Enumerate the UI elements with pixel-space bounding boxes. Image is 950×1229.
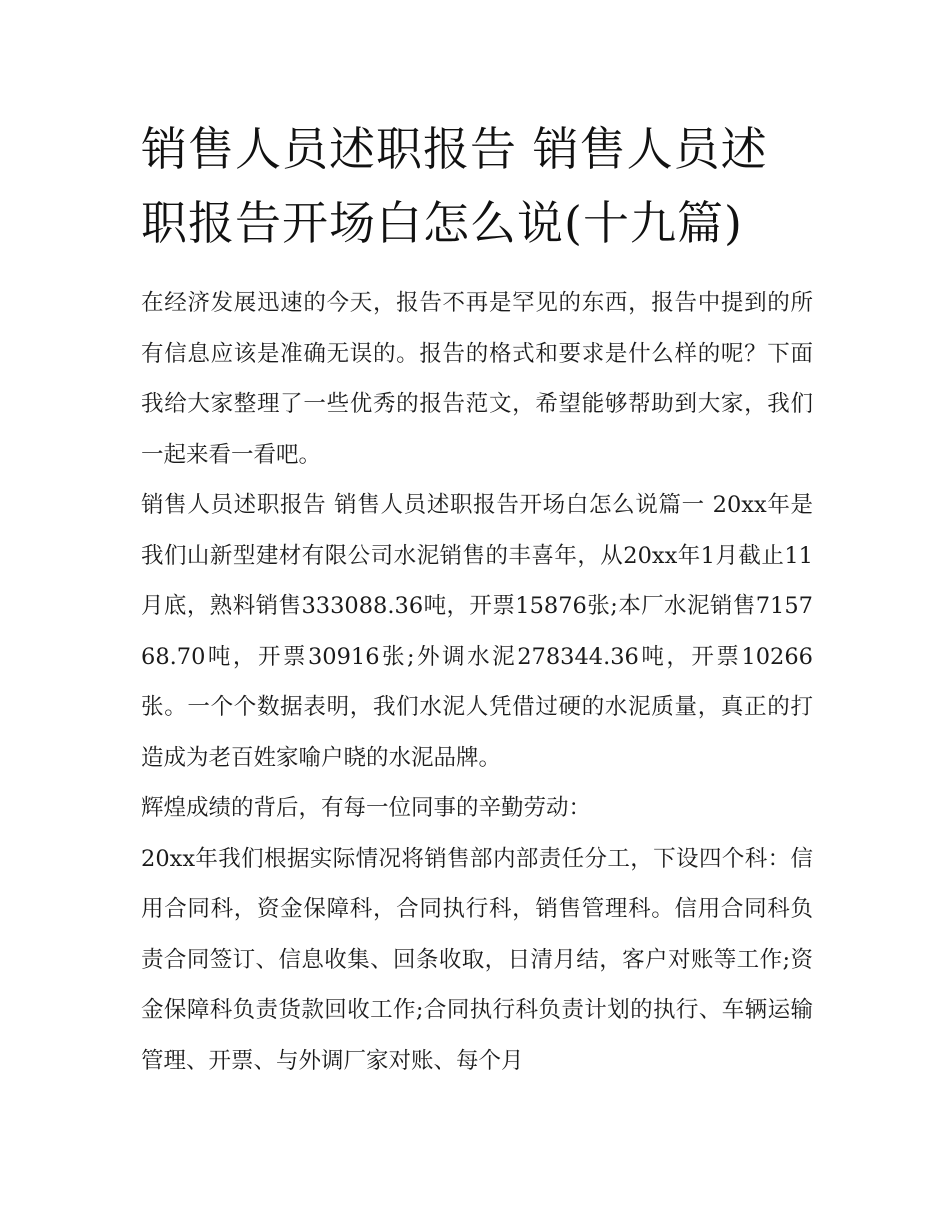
document-title: 销售人员述职报告 销售人员述职报告开场白怎么说(十九篇) — [141, 122, 768, 250]
paragraph-division-of-work: 20xx年我们根据实际情况将销售部内部责任分工，下设四个科：信用合同科，资金保障科，合同执行科，销售管理科。信用合同科负责合同签订、信息收集、回条收取，日清月结，客户对账等工作;资金保障科负责货款回收工作;合同执行科负责计划的执行、车辆运输管理、开票、与外调厂家对账、每个月 — [141, 845, 813, 1074]
document-body — [141, 278, 813, 1086]
paragraph-intro: 在经济发展迅速的今天，报告不再是罕见的东西，报告中提到的所有信息应该是准确无误的。报告的格式和要求是什么样的呢？下面我给大家整理了一些优秀的报告范文，希望能够帮助到大家，我们一起来看一看吧。 — [141, 290, 813, 468]
paragraph-section-one: 销售人员述职报告 销售人员述职报告开场白怎么说篇一 20xx年是我们山新型建材有限公司水泥销售的丰喜年，从20xx年1月截止11月底，熟料销售333088.36吨，开票15876张;本厂水泥销售715768.70吨，开票30916张;外调水泥278344.36吨，开票10266张。一个个数据表明，我们水泥人凭借过硬的水泥质量，真正的打造成为老百姓家喻户晓的水泥品牌。 — [141, 492, 813, 771]
document-page — [141, 112, 813, 1086]
paragraph-achievement: 辉煌成绩的背后，有每一位同事的辛勤劳动： — [141, 795, 592, 821]
